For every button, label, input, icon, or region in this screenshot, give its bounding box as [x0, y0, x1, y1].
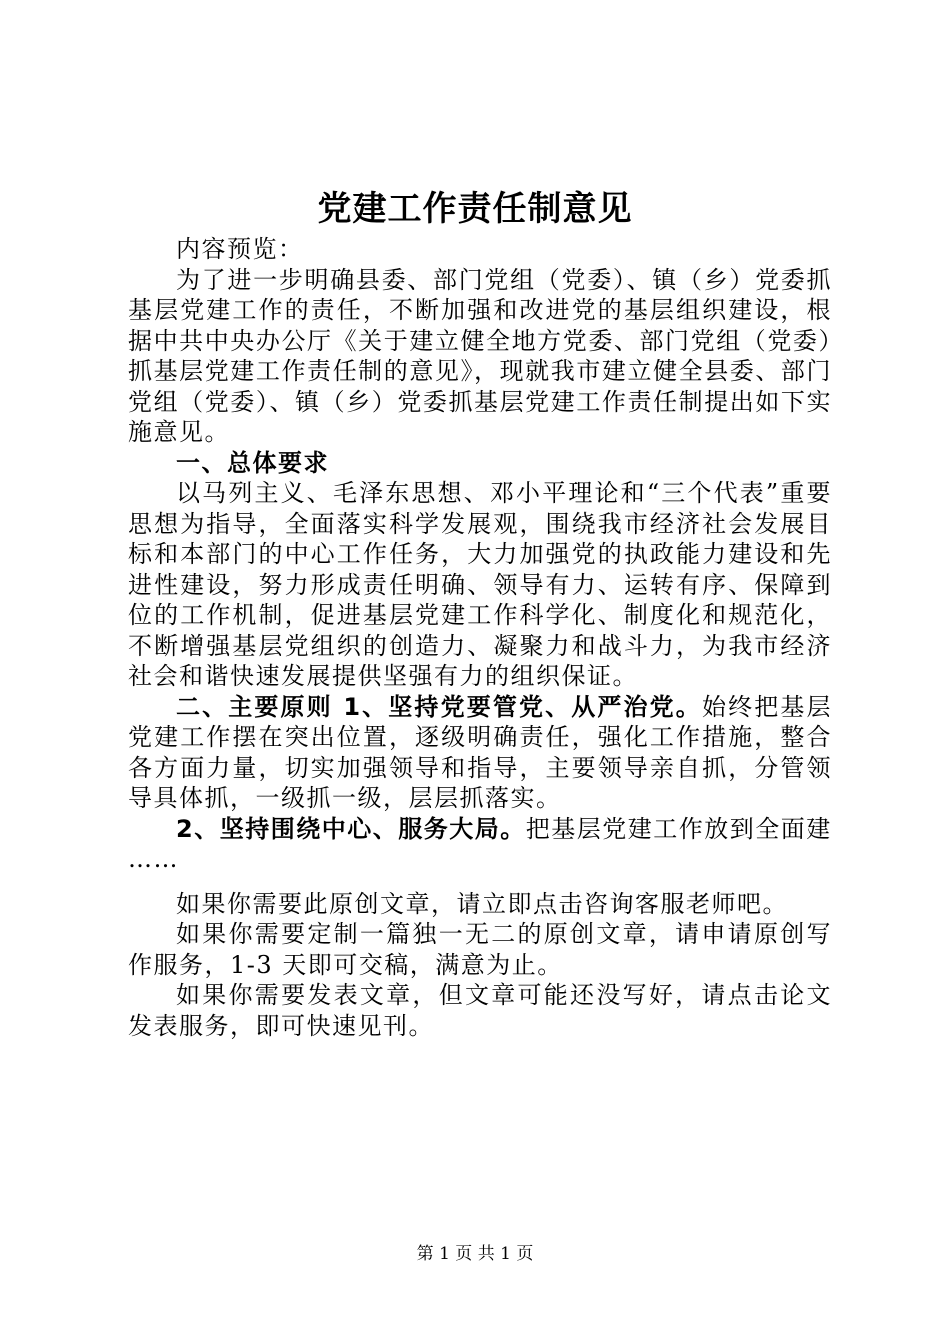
intro-paragraph: 为了进一步明确县委、部门党组（党委）、镇（乡）党委抓基层党建工作的责任，不断加强和改进党的基层组织建设，根据中共中央办公厅《关于建立健全地方党委、部门党组（党委）抓基层党建工作责任制的意见》，现就我市建立健全县委、部门党组（党委）、镇（乡）党委抓基层党建工作责任制提出如下实施意见。 — [128, 265, 832, 446]
item2-heading: 2、坚持围绕中心、服务大局。 — [176, 814, 526, 843]
ellipsis: …… — [128, 845, 179, 873]
promo-consult-link[interactable]: 如果你需要此原创文章，请立即点击咨询客服老师吧。 — [176, 889, 788, 918]
promo-publish-link[interactable]: 如果你需要发表文章，但文章可能还没写好，请点击论文发表服务，即可快速见刊。 — [128, 981, 832, 1040]
section1-paragraph: 以马列主义、毛泽东思想、邓小平理论和“三个代表”重要思想为指导，全面落实科学发展观，围绕我市经济社会发展目标和本部门的中心工作任务，大力加强党的执政能力建设和先进性建设，努力形成责任明确、领导有力、运转有序、保障到位的工作机制，促进基层党建工作科学化、制度化和规范化，不断增强基层党组织的创造力、凝聚力和战斗力，为我市经济社会和谐快速发展提供坚强有力的组织保证。 — [128, 479, 832, 690]
section2-body: 始终把基层党建工作摆在突出位置，逐级明确责任，强化工作措施，整合各方面力量，切实加强领导和指导，主要领导亲自抓，分管领导具体抓，一级抓一级，层层抓落实。 — [128, 692, 833, 812]
section2-heading: 二、主要原则 1、坚持党要管党、从严治党。 — [176, 692, 702, 721]
page-footer: 第 1 页 共 1 页 — [416, 1244, 534, 1264]
item2-body: 把基层党建工作放到全面建 — [525, 814, 832, 843]
document-body — [128, 234, 832, 1041]
section1-heading: 一、总体要求 — [176, 448, 329, 477]
preview-label: 内容预览： — [176, 235, 304, 263]
document-title: 党建工作责任制意见 — [317, 189, 633, 229]
promo-custom-writing-link[interactable]: 如果你需要定制一篇独一无二的原创文章，请申请原创写作服务，1-3 天即可交稿，满意为止。 — [128, 920, 832, 979]
item2-paragraph — [128, 814, 832, 845]
section2-paragraph — [128, 692, 832, 814]
